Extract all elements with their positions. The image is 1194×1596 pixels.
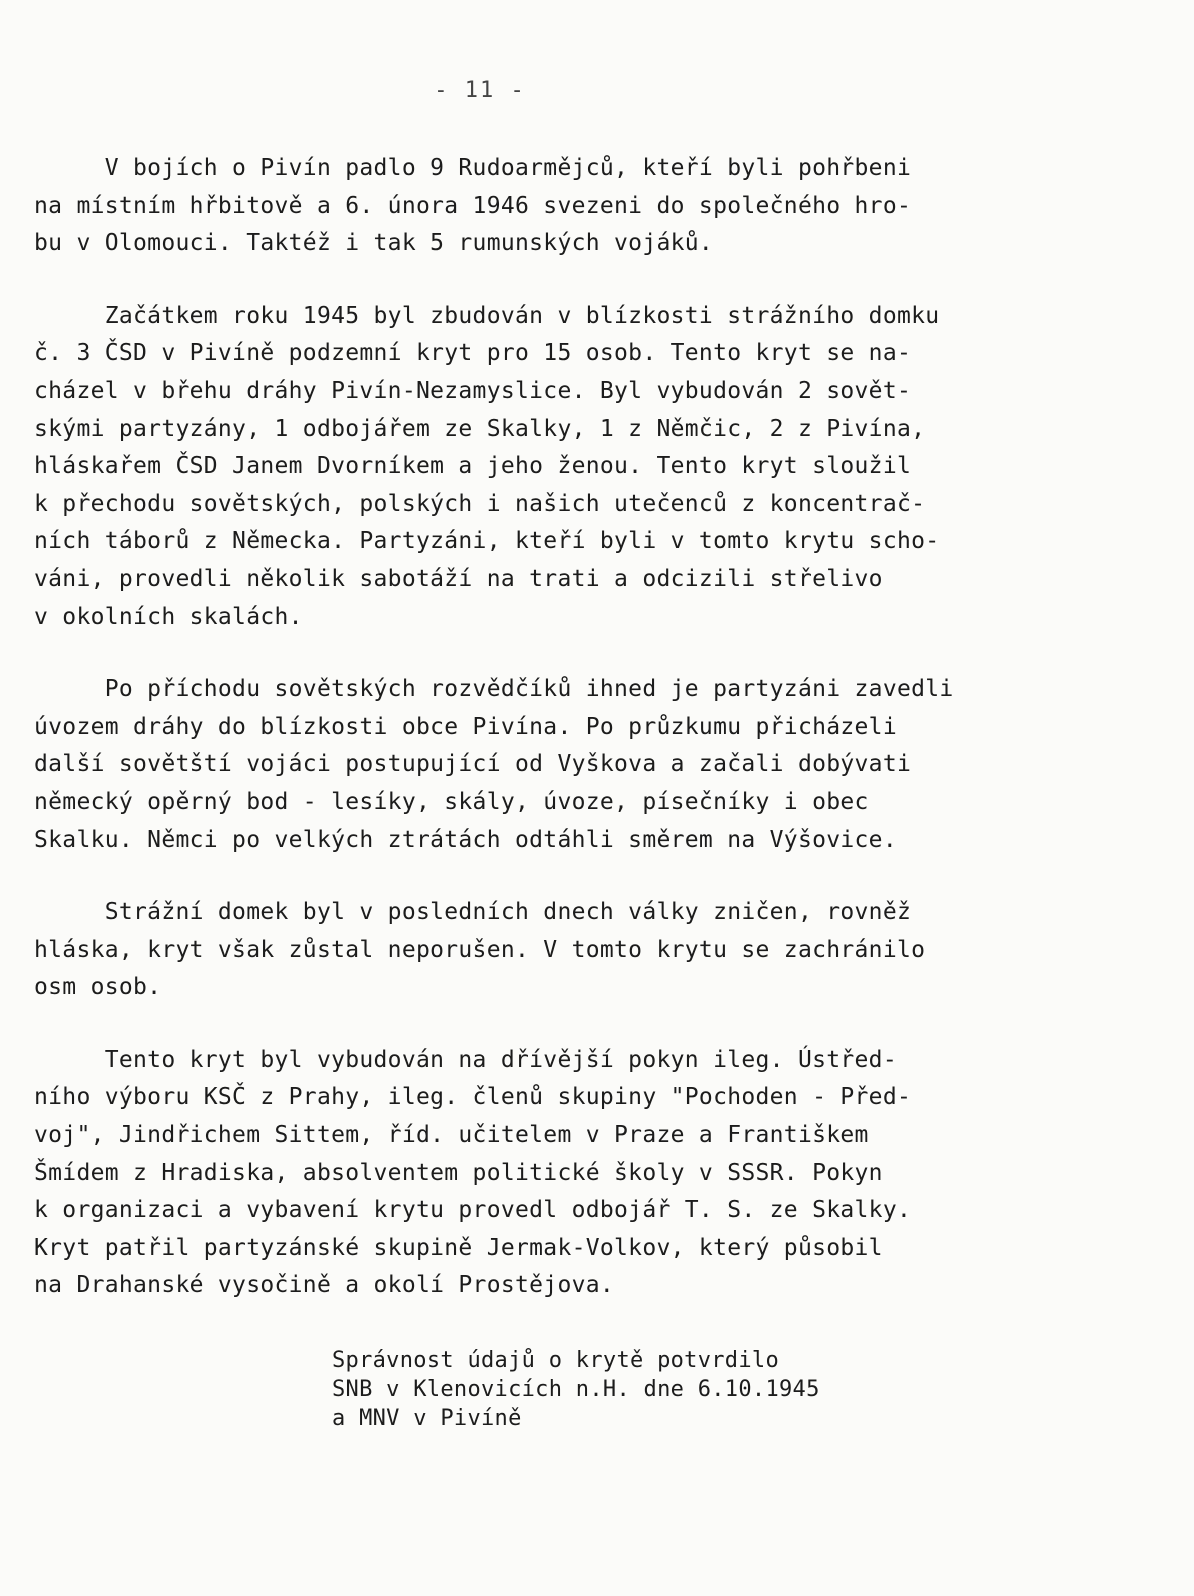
text-line: hláska, kryt však zůstal neporušen. V tomto krytu se zachránilo [34, 936, 926, 963]
paragraph-5 [34, 1042, 1074, 1305]
text-line: na Drahanské vysočině a okolí Prostějova. [34, 1272, 615, 1299]
text-line: cházel v břehu dráhy Pivín-Nezamyslice. Byl vybudován 2 sovět- [34, 377, 912, 404]
text-line: osm osob. [34, 974, 162, 1001]
text-line: k organizaci a vybavení krytu provedl odbojář T. S. ze Skalky. [34, 1197, 912, 1224]
text-line: Skalku. Němci po velkých ztrátách odtáhli směrem na Výšovice. [34, 826, 897, 853]
text-line: další sovětští vojáci postupující od Vyškova a začali dobývati [34, 751, 912, 778]
text-line: Strážní domek byl v posledních dnech války zničen, rovněž [34, 899, 912, 926]
confirmation-signature-block [332, 1346, 820, 1433]
text-line: bu v Olomouci. Taktéž i tak 5 rumunských vojáků. [34, 230, 714, 257]
text-line: ního výboru KSČ z Prahy, ileg. členů skupiny "Pochoden - Před- [34, 1084, 912, 1111]
text-line: hláskařem ČSD Janem Dvorníkem a jeho ženou. Tento kryt sloužil [34, 453, 912, 480]
page-number: - 11 - [434, 78, 526, 103]
text-line: ních táborů z Německa. Partyzáni, kteří byli v tomto krytu scho- [34, 528, 940, 555]
text-line: Po příchodu sovětských rozvědčíků ihned je partyzáni zavedli [34, 676, 954, 703]
text-line: úvozem dráhy do blízkosti obce Pivína. Po průzkumu přicházeli [34, 713, 897, 740]
text-line: voj", Jindřichem Sittem, říd. učitelem v Praze a Františkem [34, 1122, 869, 1149]
text-line: Tento kryt byl vybudován na dřívější pokyn ileg. Ústřed- [34, 1046, 897, 1073]
paragraph-3 [34, 671, 1074, 859]
signature-line: Správnost údajů o krytě potvrdilo [332, 1348, 779, 1373]
signature-line: a MNV v Pivíně [332, 1406, 522, 1431]
text-line: váni, provedli několik sabotáží na trati a odcizili střelivo [34, 565, 883, 592]
paragraph-4 [34, 894, 1074, 1007]
document-body [34, 150, 1074, 1340]
text-line: na místním hřbitově a 6. února 1946 svezeni do společného hro- [34, 192, 912, 219]
text-line: č. 3 ČSD v Pivíně podzemní kryt pro 15 osob. Tento kryt se na- [34, 340, 912, 367]
paragraph-1 [34, 150, 1074, 263]
text-line: skými partyzány, 1 odbojářem ze Skalky, 1 z Němčic, 2 z Pivína, [34, 415, 926, 442]
text-line: německý opěrný bod - lesíky, skály, úvoze, písečníky i obec [34, 788, 869, 815]
paragraph-2 [34, 298, 1074, 636]
text-line: v okolních skalách. [34, 603, 303, 630]
text-line: V bojích o Pivín padlo 9 Rudoarmějců, kteří byli pohřbeni [34, 155, 912, 181]
signature-line: SNB v Klenovicích n.H. dne 6.10.1945 [332, 1377, 820, 1402]
text-line: Šmídem z Hradiska, absolventem politické školy v SSSR. Pokyn [34, 1159, 883, 1186]
text-line: Kryt patřil partyzánské skupině Jermak-Volkov, který působil [34, 1234, 883, 1261]
text-line: Začátkem roku 1945 byl zbudován v blízkosti strážního domku [34, 302, 940, 329]
text-line: k přechodu sovětských, polských i našich utečenců z koncentrač- [34, 490, 926, 517]
